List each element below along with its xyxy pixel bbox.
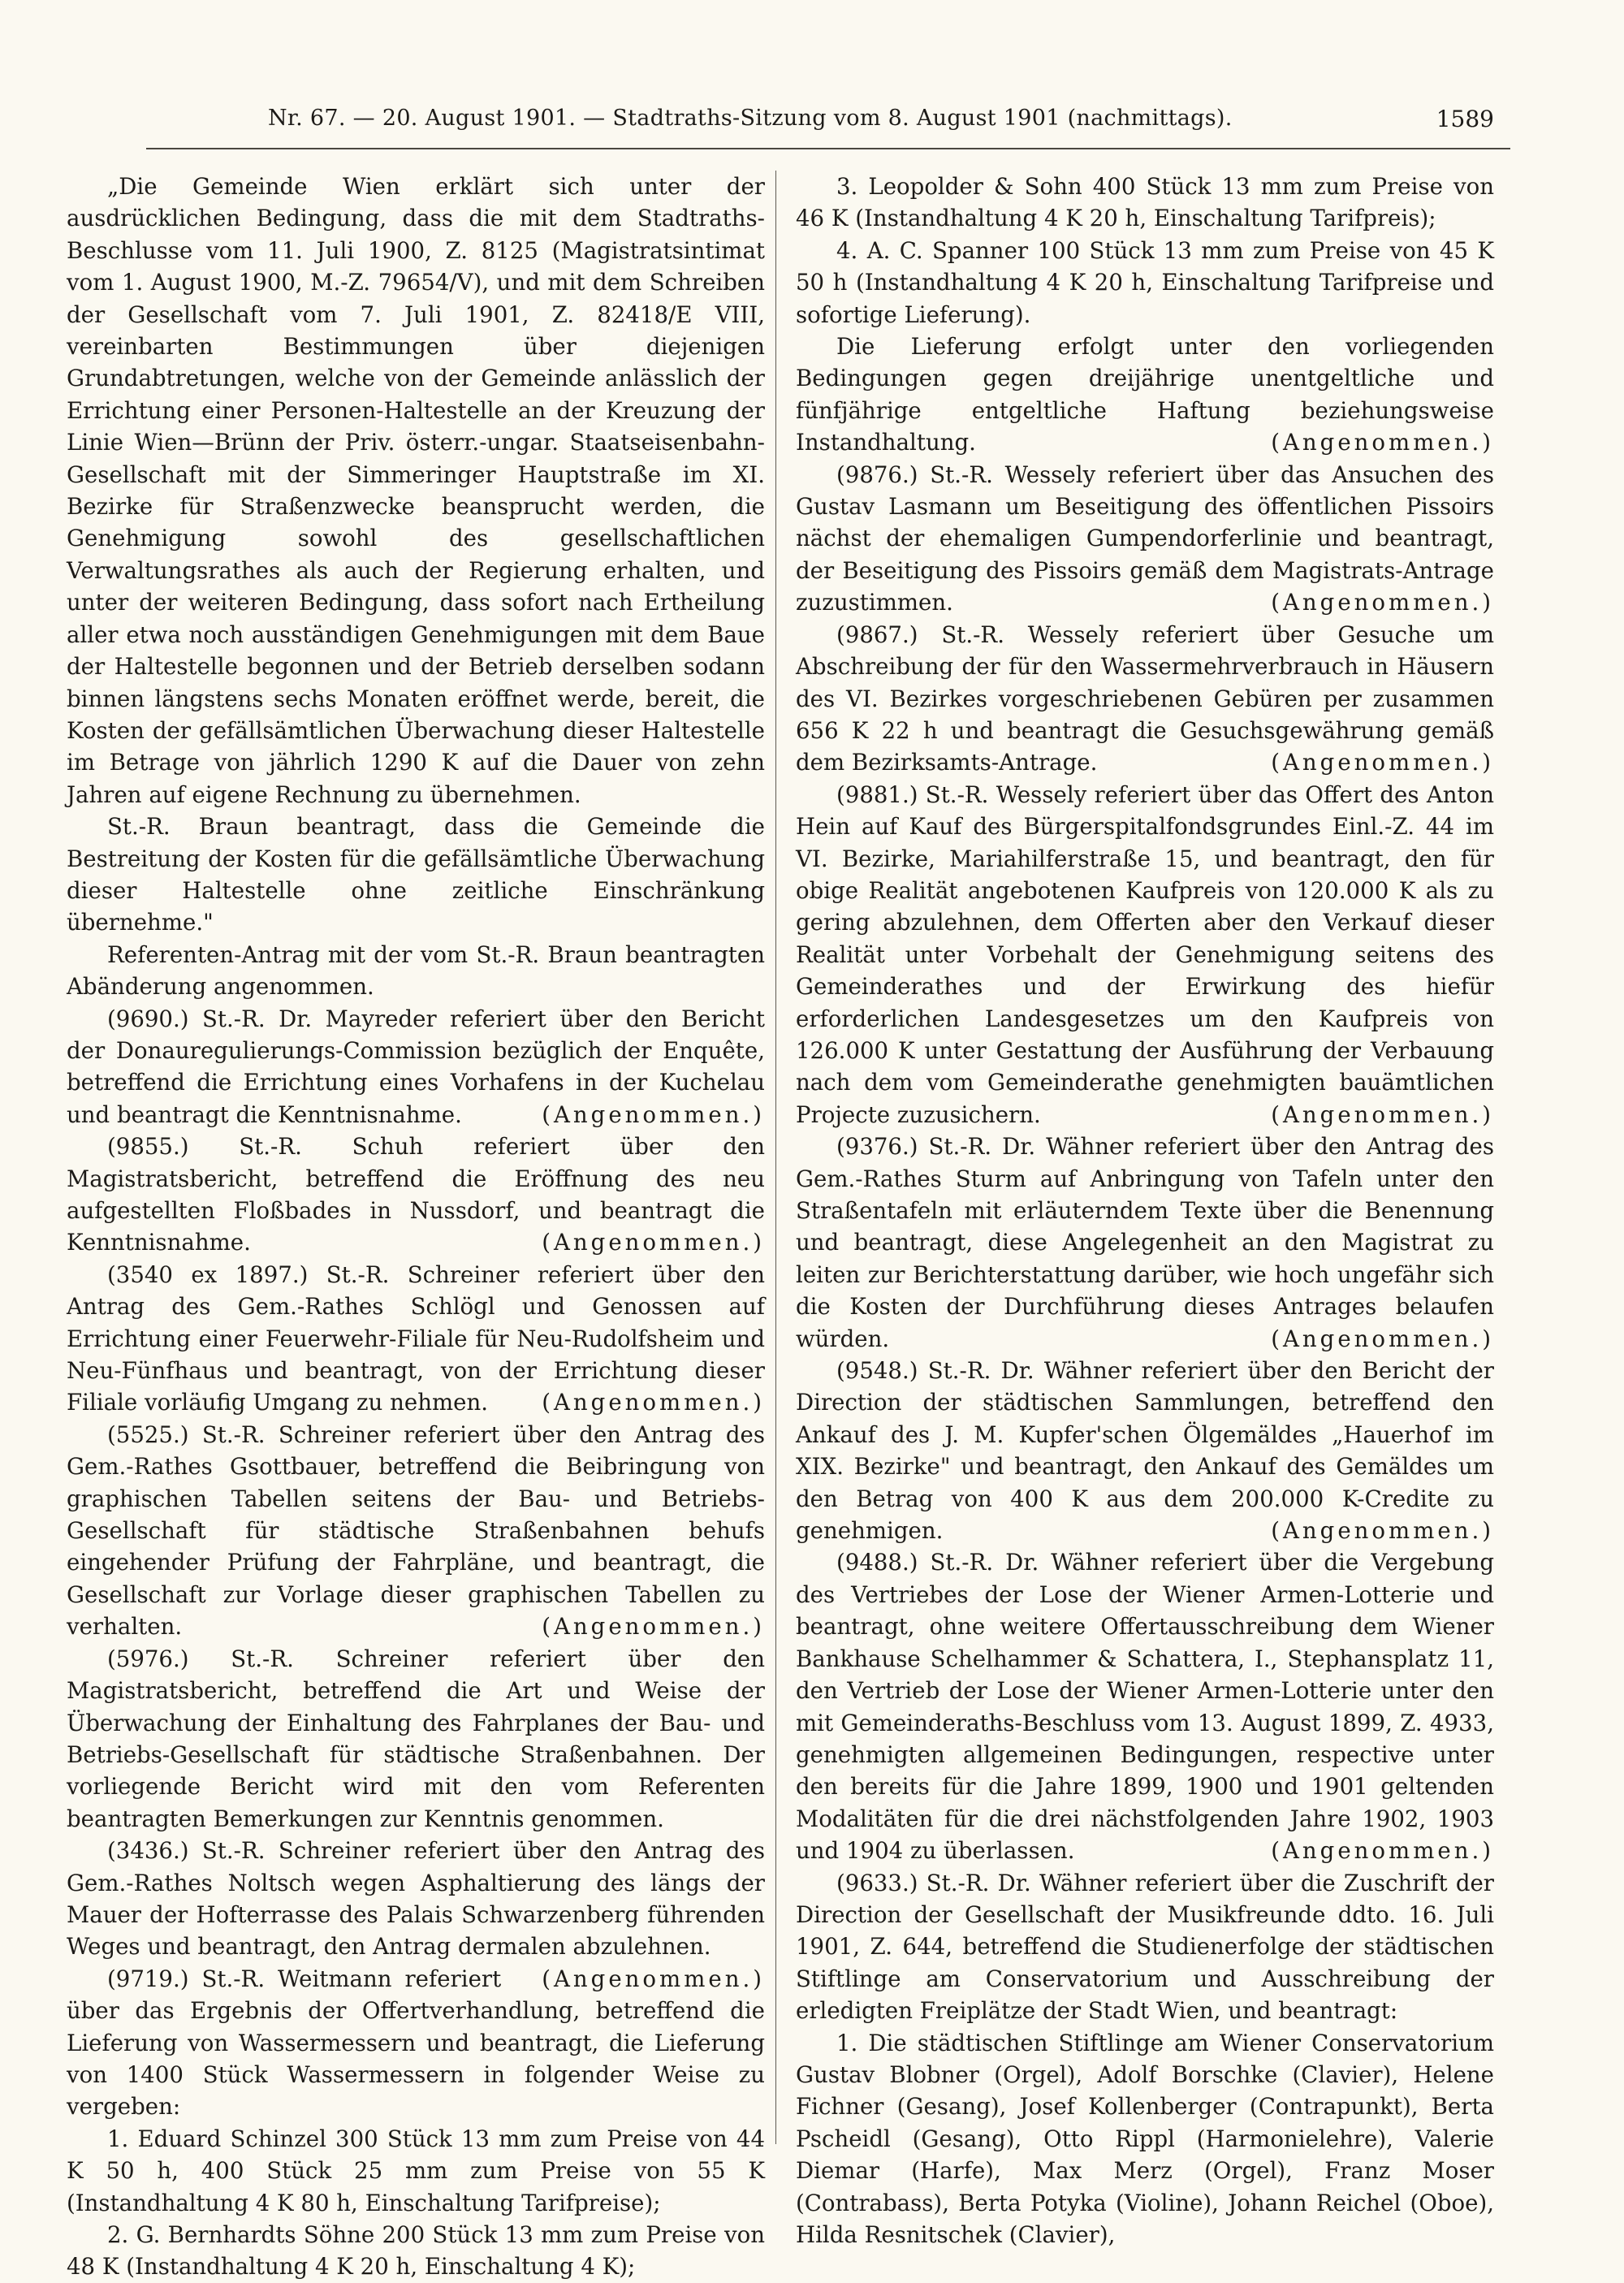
- page-number: 1589: [1436, 106, 1494, 132]
- paragraph: St.-R. Braun beantragt, dass die Gemeinde die Bestreitung der Kosten für die gefällsämtliche Überwachung dieser Haltestelle ohne zeitliche Einschränkung übernehme.": [67, 813, 765, 936]
- paragraph: (9881.) St.-R. Wessely referiert über das Offert des Anton Hein auf Kauf des Bürgerspitalfondsgrundes Einl.-Z. 44 im VI. Bezirke, Mariahilferstraße 15, und beantragt, den für obige Realität angebotenen Kaufpreis von 120.000 K als zu gering abzulehnen, dem Offerten aber den Verkauf dieser Realität unter Vorbehalt der Genehmigung seitens des Gemeinderathes und der Erwirkung des hiefür erforderlichen Landesgesetzes um den Kaufpreis von 126.000 K unter Gestattung der Ausführung der Verbauung nach dem vom Gemeinderathe genehmigten bauämtlichen Projecte zuzusichern. (Angenommen.): [796, 780, 1494, 1128]
- column-divider: [775, 171, 776, 2144]
- right-column: [796, 171, 1494, 2248]
- paragraph: Die Lieferung erfolgt unter den vorliegenden Bedingungen gegen dreijährige unentgeltliche und fünfjährige entgeltliche Haftung beziehungsweise Instandhaltung. (Angenommen.): [796, 333, 1494, 456]
- paragraph: (5976.) St.-R. Schreiner referiert über den Magistratsbericht, betreffend die Art und Weise der Überwachung der Einhaltung des Fahrplanes der Bau- und Betriebs-Gesellschaft für städtische Straßenbahnen. Der vorliegende Bericht wird mit den vom Referenten beantragten Bemerkungen zur Kenntnis genommen.: [67, 1645, 765, 1832]
- paragraph: 1. Die städtischen Stiftlinge am Wiener Conservatorium Gustav Blobner (Orgel), Adolf Borschke (Clavier), Helene Fichner (Gesang), Josef Kollenberger (Contrapunkt), Berta Pscheidl (Gesang), Otto Rippl (Harmonielehre), Valerie Diemar (Harfe), Max Merz (Orgel), Franz Moser (Contrabass), Berta Potyka (Violine), Johann Reichel (Oboe), Hilda Resnitschek (Clavier),: [796, 2029, 1494, 2248]
- paragraph: (9376.) St.-R. Dr. Wähner referiert über den Antrag des Gem.-Rathes Sturm auf Anbringung von Tafeln unter den Straßentafeln mit erläuterndem Texte über die Benennung und beantragt, diese Angelegenheit an den Magistrat zu leiten zur Berichterstattung darüber, wie hoch ungefähr sich die Kosten der Durchführung dieses Antrages belaufen würden. (Angenommen.): [796, 1133, 1494, 1352]
- paragraph: (9867.) St.-R. Wessely referiert über Gesuche um Abschreibung der für den Wassermehrverbrauch in Häusern des VI. Bezirkes vorgeschriebenen Gebüren per zusammen 656 K 22 h und beantragt die Gesuchsgewährung gemäß dem Bezirksamts-Antrage. (Angenommen.): [796, 620, 1494, 776]
- paragraph: (9719.) St.-R. Weitmann referiert über das Ergebnis der Offertverhandlung, betreffend die Lieferung von Wassermessern und beantragt, die Lieferung von 1400 Stück Wassermessern in folgender Weise zu vergeben:: [67, 1965, 765, 2121]
- paragraph: (3436.) St.-R. Schreiner referiert über den Antrag des Gem.-Rathes Noltsch wegen Asphaltierung des längs der Mauer der Hofterrasse des Palais Schwarzenberg führenden Weges und beantragt, den Antrag dermalen abzulehnen. (Angenommen.): [67, 1837, 765, 1992]
- paragraph: (3540 ex 1897.) St.-R. Schreiner referiert über den Antrag des Gem.-Rathes Schlögl und Genossen auf Errichtung einer Feuerwehr-Filiale für Neu-Rudolfsheim und Neu-Fünfhaus und beantragt, von der Errichtung dieser Filiale vorläufig Umgang zu nehmen. (Angenommen.): [67, 1260, 765, 1416]
- paragraph: (9690.) St.-R. Dr. Mayreder referiert über den Bericht der Donauregulierungs-Commission bezüglich der Enquête, betreffend die Errichtung eines Vorhafens in der Kuchelau und beantragt die Kenntnisnahme. (Angenommen.): [67, 1005, 765, 1128]
- paragraph: (9633.) St.-R. Dr. Wähner referiert über die Zuschrift der Direction der Gesellschaft der Musikfreunde ddto. 16. Juli 1901, Z. 644, betreffend die Studienerfolge der städtischen Stiftlinge am Conservatorium und Ausschreibung der erledigten Freiplätze der Stadt Wien, und beantragt:: [796, 1869, 1494, 2025]
- paragraph: (9548.) St.-R. Dr. Wähner referiert über den Bericht der Direction der städtischen Sammlungen, betreffend den Ankauf des J. M. Kupfer'schen Ölgemäldes „Hauerhof im XIX. Bezirke" und beantragt, den Ankauf des Gemäldes um den Betrag von 400 K aus dem 200.000 K-Credite zu genehmigen. (Angenommen.): [796, 1357, 1494, 1545]
- page-header: [57, 106, 1510, 138]
- paragraph: „Die Gemeinde Wien erklärt sich unter der ausdrücklichen Bedingung, dass die mit dem Stadtraths-Beschlusse vom 11. Juli 1900, Z. 8125 (Magistratsintimat vom 1. August 1900, M.-Z. 79654/V), und mit dem Schreiben der Gesellschaft vom 7. Juli 1901, Z. 82418/E VIII, vereinbarten Bestimmungen über diejenigen Grundabtretungen, welche von der Gemeinde anlässlich der Errichtung einer Personen-Haltestelle an der Kreuzung der Linie Wien—Brünn der Priv. österr.-ungar. Staatseisenbahn-Gesellschaft mit der Simmeringer Hauptstraße im XI. Bezirke für Straßenzwecke beansprucht werden, die Genehmigung sowohl des gesellschaftlichen Verwaltungsrathes als auch der Regierung erhalten, und unter der weiteren Bedingung, dass sofort nach Ertheilung aller etwa noch ausständigen Genehmigungen mit dem Baue der Haltestelle begonnen und der Betrieb derselben sodann binnen längstens sechs Monaten eröffnet werde, bereit, die Kosten der gefällsämtlichen Überwachung dieser Haltestelle im Betrage von jährlich 1290 K auf die Dauer von zehn Jahren auf eigene Rechnung zu übernehmen.: [67, 173, 765, 808]
- header-rule: [146, 148, 1510, 149]
- paragraph: 2. G. Bernhardts Söhne 200 Stück 13 mm zum Preise von 48 K (Instandhaltung 4 K 20 h, Einschaltung 4 K);: [67, 2221, 765, 2281]
- paragraph: Referenten-Antrag mit der vom St.-R. Braun beantragten Abänderung angenommen.: [67, 940, 765, 1001]
- paragraph: (9855.) St.-R. Schuh referiert über den Magistratsbericht, betreffend die Eröffnung des neu aufgestellten Floßbades in Nussdorf, und beantragt die Kenntnisnahme. (Angenommen.): [67, 1133, 765, 1256]
- paragraph: 1. Eduard Schinzel 300 Stück 13 mm zum Preise von 44 K 50 h, 400 Stück 25 mm zum Preise von 55 K (Instandhaltung 4 K 80 h, Einschaltung Tarifpreise);: [67, 2125, 765, 2216]
- paragraph: 3. Leopolder & Sohn 400 Stück 13 mm zum Preise von 46 K (Instandhaltung 4 K 20 h, Einschaltung Tarifpreis);: [796, 173, 1494, 232]
- paragraph: 4. A. C. Spanner 100 Stück 13 mm zum Preise von 45 K 50 h (Instandhaltung 4 K 20 h, Einschaltung Tarifpreise und sofortige Lieferung).: [796, 236, 1494, 328]
- running-head: Nr. 67. — 20. August 1901. — Stadtraths-Sitzung vom 8. August 1901 (nachmittags).: [268, 106, 1233, 131]
- paragraph: (5525.) St.-R. Schreiner referiert über den Antrag des Gem.-Rathes Gsottbauer, betreffend die Beibringung von graphischen Tabellen seitens der Bau- und Betriebs-Gesellschaft für städtische Straßenbahnen behufs eingehender Prüfung der Fahrpläne, und beantragt, die Gesellschaft zur Vorlage dieser graphischen Tabellen zu verhalten. (Angenommen.): [67, 1420, 765, 1641]
- paragraph: (9876.) St.-R. Wessely referiert über das Ansuchen des Gustav Lasmann um Beseitigung des öffentlichen Pissoirs nächst der ehemaligen Gumpendorferlinie und beantragt, der Beseitigung des Pissoirs gemäß dem Magistrats-Antrage zuzustimmen. (Angenommen.): [796, 460, 1494, 616]
- left-column: [67, 171, 765, 2281]
- paragraph: (9488.) St.-R. Dr. Wähner referiert über die Vergebung des Vertriebes der Lose der Wiener Armen-Lotterie und beantragt, ohne weitere Offertausschreibung dem Wiener Bankhause Schelhammer & Schattera, I., Stephansplatz 11, den Vertrieb der Lose der Wiener Armen-Lotterie unter den mit Gemeinderaths-Beschluss vom 13. August 1899, Z. 4933, genehmigten allgemeinen Bedingungen, respective unter den bereits für die Jahre 1899, 1900 und 1901 geltenden Modalitäten für die drei nächstfolgenden Jahre 1902, 1903 und 1904 zu überlassen. (Angenommen.): [796, 1549, 1494, 1865]
